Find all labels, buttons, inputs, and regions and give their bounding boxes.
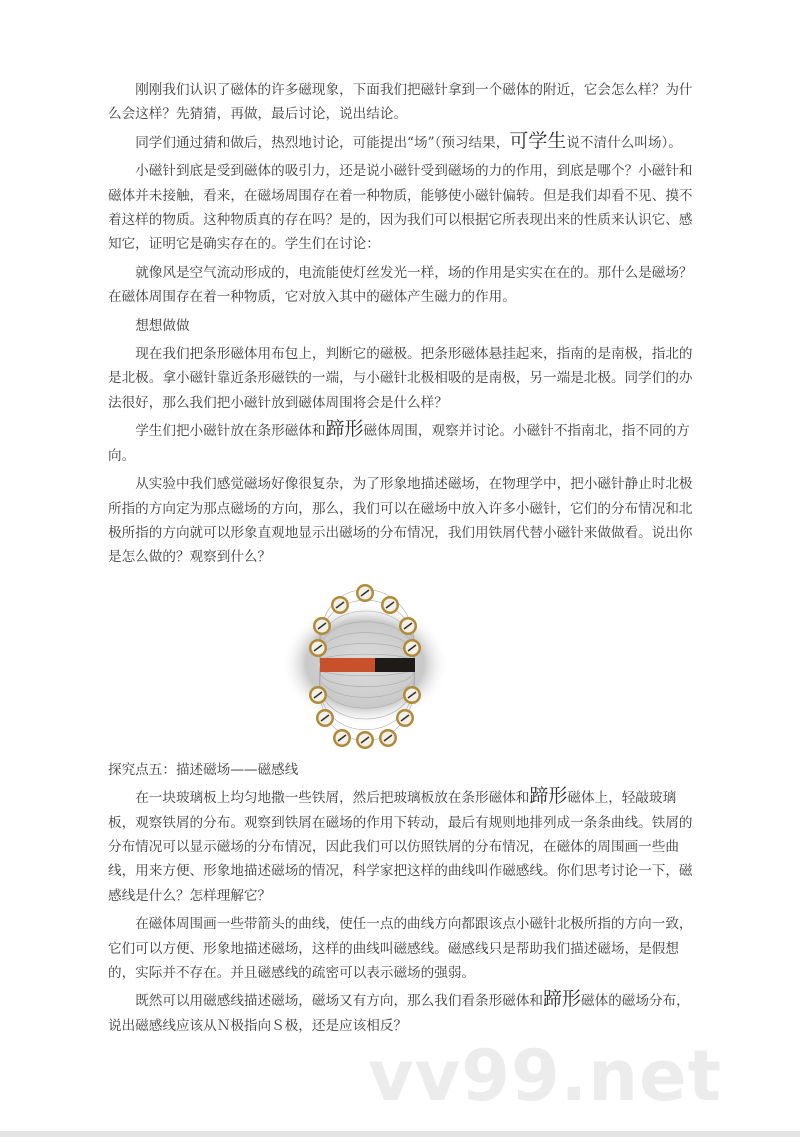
section-heading-think-do: 想想做做	[135, 317, 190, 334]
paragraph-5: 现在我们把条形磁体用布包上，判断它的磁极。把条形磁体悬挂起来，指南的是南极，指北的是北极。拿小磁针靠近条形磁铁的一端，与小磁针北极相吸的是南极，另一端是北极。同学们的办法很好，那么我们把小磁针放到磁体周围将会是什么样？	[108, 346, 693, 411]
text: 磁体周围，观察并讨论。小磁针不指南北，指不同的方向。	[108, 423, 690, 464]
text: 说不清什么叫场）。	[566, 134, 682, 151]
magnet-compass-figure	[108, 578, 698, 750]
paragraph-2	[108, 131, 700, 155]
compass-icon	[399, 617, 417, 635]
compass-icon	[379, 729, 397, 747]
text: 磁体的磁场分布，说出磁感线应该从Ｎ极指向Ｓ极，还是应该相反？	[108, 993, 690, 1034]
magnet-south-half	[320, 658, 375, 672]
paragraph-7: 从实验中我们感觉磁场好像很复杂，为了形象地描述磁场，在物理学中，把小磁针静止时北极所指的方向定为那点磁场的方向，那么，我们可以在磁场中放入许多小磁针，它们的分布情况和北极所指的方向就可以形象直观地显示出磁场的分布情况，我们用铁屑代替小磁针来做做看。说出你是怎么做的？观察到什么？	[108, 476, 693, 566]
compass-icon	[309, 686, 327, 704]
paragraph-4: 就像风是空气流动形成的，电流能使灯丝发光一样，场的作用是实实在在的。那什么是磁场？在磁体周围存在着一种物质，它对放入其中的磁体产生磁力的作用。	[108, 264, 693, 306]
paragraph-10	[108, 989, 700, 1038]
compass-icon	[333, 729, 351, 747]
text-large: 蹄形	[543, 988, 582, 1011]
magnet-north-half	[375, 658, 415, 672]
compass-icon	[396, 709, 414, 727]
text-large: 蹄形	[529, 785, 568, 808]
paragraph-1: 刚刚我们认识了磁体的许多磁现象，下面我们把磁针拿到一个磁体的附近，它会怎么样？为什么会这样？先猜猜，再做，最后讨论，说出结论。	[108, 82, 693, 123]
paragraph-9: 在磁体周围画一些带箭头的曲线，使任一点的曲线方向都跟该点小磁针北极所指的方向一致，它们可以方便、形象地描述磁场，这样的曲线叫磁感线。磁感线只是帮助我们描述磁场，是假想的，实际并不存在。并且磁感线的疏密可以表示磁场的强弱。	[108, 916, 693, 981]
compass-icon	[381, 596, 399, 614]
page-bottom-edge	[0, 1131, 800, 1137]
text-large: 可学生	[509, 129, 567, 152]
document-page	[108, 78, 700, 1042]
paragraph-8	[108, 786, 700, 908]
text: 既然可以用磁感线描述磁场，磁场又有方向，那么我们看条形磁体和	[135, 993, 543, 1010]
compass-icon	[403, 686, 421, 704]
text-large: 蹄形	[325, 418, 364, 441]
section-heading-explore-5: 探究点五：描述磁场——磁感线	[108, 761, 299, 778]
compass-icon	[356, 731, 374, 749]
compass-icon	[309, 639, 327, 657]
bar-magnet-field-image	[280, 578, 450, 750]
compass-icon	[313, 617, 331, 635]
paragraph-3: 小磁针到底是受到磁体的吸引力，还是说小磁针受到磁场的力的作用，到底是哪个？小磁针和磁体并未接触，看来，在磁场周围存在着一种物质，能够使小磁针偏转。但是我们却看不见、摸不着这样的物质。这种物质真的存在吗？是的，因为我们可以根据它所表现出来的性质来认识它、感知它，证明它是确实存在的。学生们在讨论：	[108, 163, 693, 253]
paragraph-6	[108, 419, 700, 468]
compass-icon	[403, 639, 421, 657]
text: 学生们把小磁针放在条形磁体和	[135, 423, 326, 440]
compass-icon	[331, 596, 349, 614]
watermark: vv99.net	[368, 1035, 723, 1117]
text: 磁体上，轻敲玻璃板，观察铁屑的分布。观察到铁屑在磁场的作用下转动，最后有规则地排列成一条条曲线。铁屑的分布情况可以显示磁场的分布情况，因此我们可以仿照铁屑的分布情况，在磁体的周围画一些曲线，用来方便、形象地描述磁场的情况，科学家把这样的曲线叫作磁感线。你们思考讨论一下，磁感线是什么？怎样理解它？	[108, 790, 693, 904]
text: 同学们通过猜和做后，热烈地讨论，可能提出“场”（预习结果，	[135, 134, 510, 151]
compass-icon	[356, 584, 374, 602]
text: 在一块玻璃板上均匀地撒一些铁屑，然后把玻璃板放在条形磁体和	[135, 790, 530, 807]
compass-icon	[316, 709, 334, 727]
